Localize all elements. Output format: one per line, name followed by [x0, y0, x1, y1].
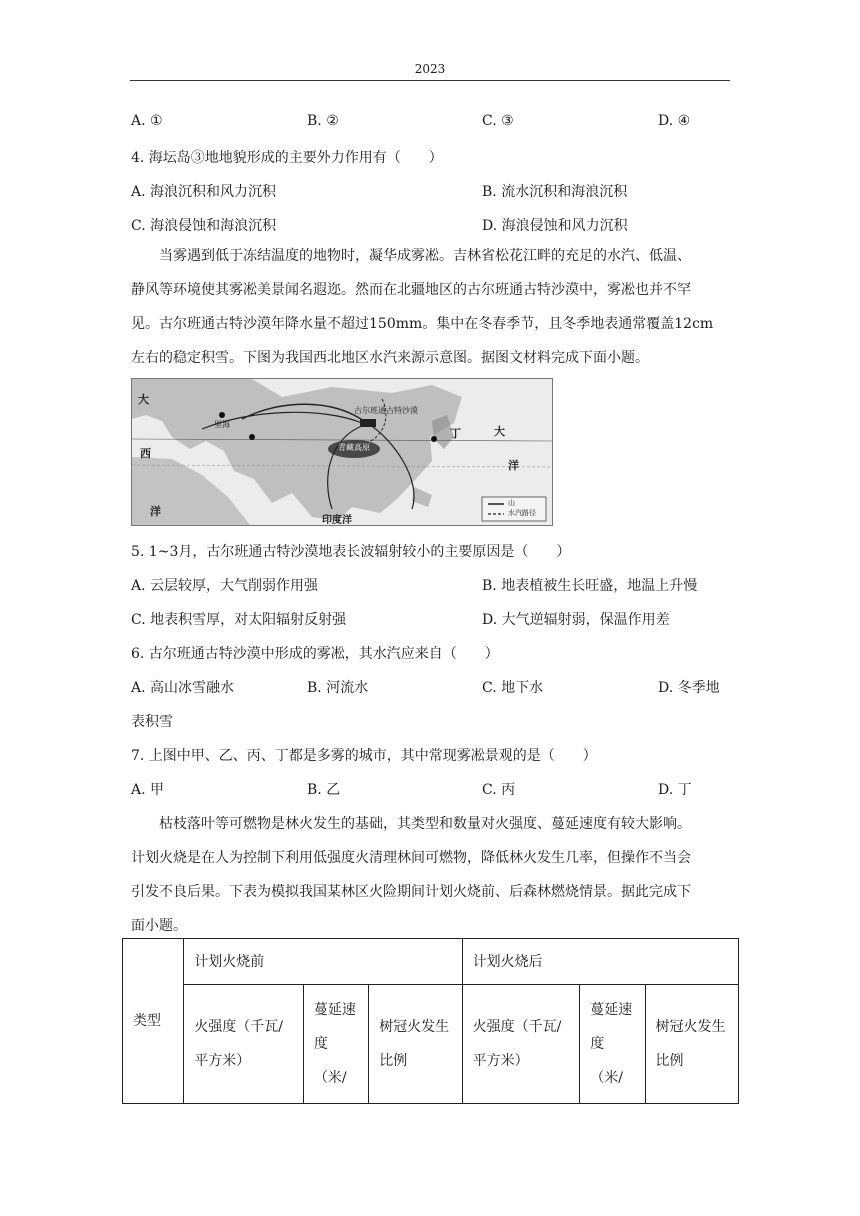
map-label-indian-ocean: 印度洋: [322, 515, 352, 526]
page-header-year: 2023: [130, 62, 730, 81]
q5-option-d[interactable]: D. 大气逆辐射弱，保温作用差: [482, 612, 670, 628]
map-label-plateau: 青藏高原: [338, 443, 370, 452]
q4-option-b[interactable]: B. 流水沉积和海浪沉积: [482, 184, 628, 200]
passage1-line-1: 当雾遇到低于冻结温度的地物时，凝华成雾凇。吉林省松花江畔的充足的水汽、低温、: [159, 248, 691, 264]
map-label-da-right: 大: [494, 425, 505, 438]
q6-option-d-wrap: 表积雪: [131, 714, 173, 730]
q4-option-a[interactable]: A. 海浪沉积和风力沉积: [131, 184, 277, 200]
q5-option-a[interactable]: A. 云层较厚，大气削弱作用强: [131, 578, 319, 594]
map-label-desert: 古尔班通古特沙漠: [354, 406, 418, 415]
q5-option-b[interactable]: B. 地表植被生长旺盛，地温上升慢: [482, 578, 698, 594]
q6-option-a[interactable]: A. 高山冰雪融水: [131, 680, 235, 696]
map-label-da-top: 大: [138, 393, 149, 406]
map-label-yang-left: 洋: [150, 505, 161, 518]
q4-option-c[interactable]: C. 海浪侵蚀和海浪沉积: [131, 218, 277, 234]
passage2-line-1: 枯枝落叶等可燃物是林火发生的基础，其类型和数量对火强度、蔓延速度有较大影响。: [159, 816, 691, 832]
passage1-line-2: 静风等环境使其雾凇美景闻名遐迩。然而在北疆地区的古尔班通古特沙漠中，雾凇也并不罕: [131, 282, 691, 298]
q7-option-a[interactable]: A. 甲: [131, 782, 165, 798]
passage2-line-3: 引发不良后果。下表为模拟我国某林区火险期间计划火烧前、后森林燃烧情景。据此完成下: [131, 884, 691, 900]
map-label-ding: 丁: [450, 427, 461, 440]
q7-option-d[interactable]: D. 丁: [658, 782, 692, 798]
table-before-intensity: 火强度（千瓦/平方米）: [184, 985, 304, 1104]
q6-stem: 6. 古尔班通古特沙漠中形成的雾凇，其水汽应来自（ ）: [131, 646, 499, 662]
map-legend-2: 水汽路径: [508, 509, 536, 517]
passage2-line-4: 面小题。: [131, 918, 187, 934]
q3-option-b[interactable]: B. ②: [307, 113, 339, 129]
q4-stem: 4. 海坛岛③地地貌形成的主要外力作用有（ ）: [131, 150, 443, 166]
map-label-west-region: 里海: [214, 420, 230, 429]
passage2-line-2: 计划火烧是在人为控制下利用低强度火清理林间可燃物，降低林火发生几率，但操作不当会: [131, 850, 691, 866]
table-before-speed: 蔓延速度（米/: [303, 985, 368, 1104]
map-legend-1: 山: [508, 499, 515, 507]
table-after-intensity: 火强度（千瓦/平方米）: [462, 985, 580, 1104]
fire-data-table: [122, 938, 739, 1104]
passage1-line-3: 见。古尔班通古特沙漠年降水量不超过150mm。集中在冬春季节，且冬季地表通常覆盖12cm: [131, 316, 714, 332]
q7-stem: 7. 上图中甲、乙、丙、丁都是多雾的城市，其中常现雾凇景观的是（ ）: [131, 748, 597, 764]
q3-option-d[interactable]: D. ④: [658, 113, 691, 129]
table-header-before: 计划火烧前: [184, 939, 462, 985]
map-label-yang-right: 洋: [508, 459, 519, 472]
map-label-xi: 西: [140, 447, 151, 460]
passage1-line-4: 左右的稳定积雪。下图为我国西北地区水汽来源示意图。据图文材料完成下面小题。: [131, 350, 649, 366]
q5-stem: 5. 1~3月，古尔班通古特沙漠地表长波辐射较小的主要原因是（ ）: [131, 544, 571, 560]
q6-option-d[interactable]: D. 冬季地: [658, 680, 720, 696]
q6-option-c[interactable]: C. 地下水: [482, 680, 544, 696]
water-vapor-source-map: [131, 378, 553, 526]
table-after-speed: 蔓延速度（米/: [580, 985, 645, 1104]
q5-option-c[interactable]: C. 地表积雪厚，对太阳辐射反射强: [131, 612, 347, 628]
table-header-type: 类型: [123, 939, 184, 1104]
q3-option-c[interactable]: C. ③: [482, 113, 514, 129]
q7-option-c[interactable]: C. 丙: [482, 782, 516, 798]
q3-option-a[interactable]: A. ①: [131, 113, 163, 129]
table-after-crown: 树冠火发生比例: [645, 985, 738, 1104]
q6-option-b[interactable]: B. 河流水: [307, 680, 369, 696]
q4-option-d[interactable]: D. 海浪侵蚀和风力沉积: [482, 218, 628, 234]
table-before-crown: 树冠火发生比例: [369, 985, 462, 1104]
q7-option-b[interactable]: B. 乙: [307, 782, 341, 798]
table-header-after: 计划火烧后: [462, 939, 738, 985]
